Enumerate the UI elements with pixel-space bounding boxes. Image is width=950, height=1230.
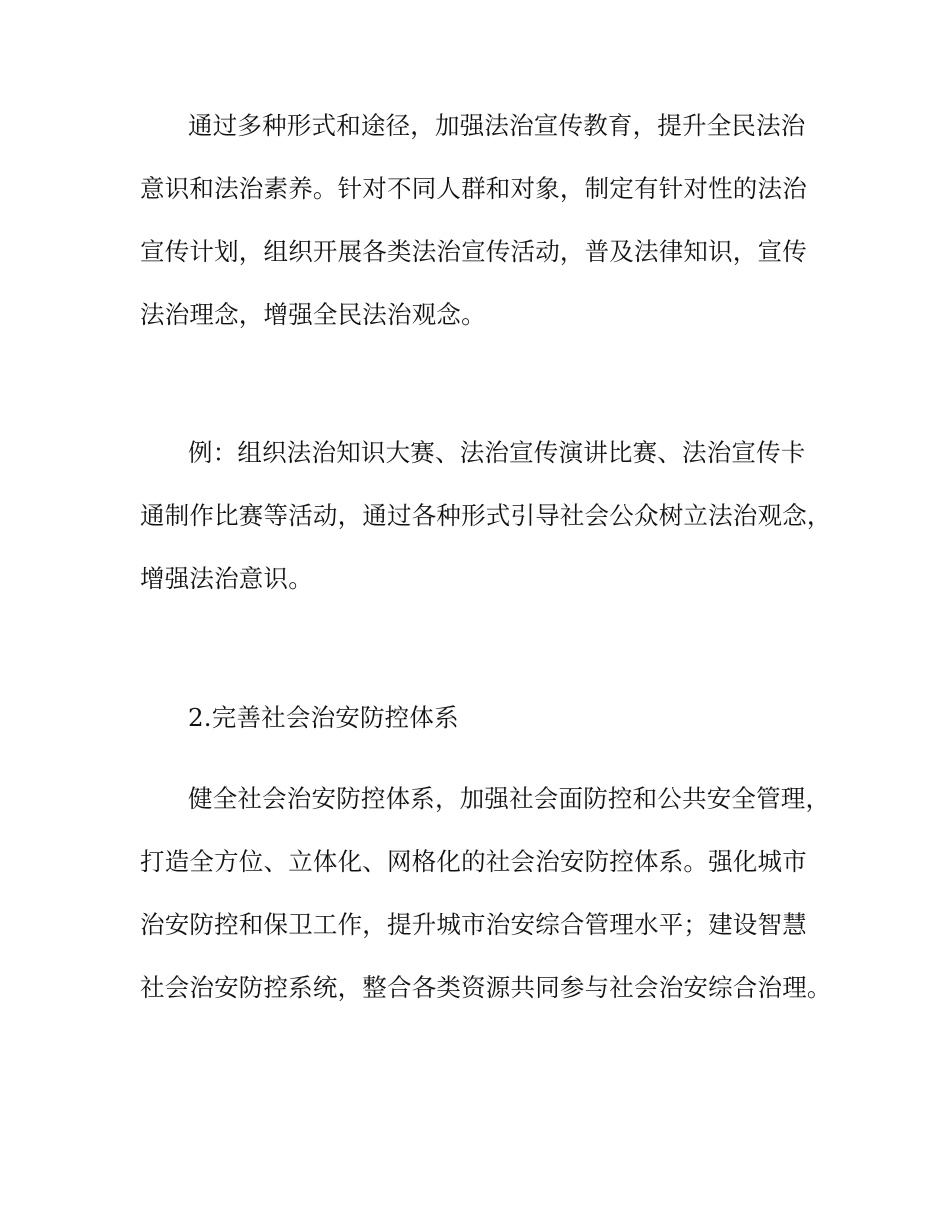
paragraph-3-line-1: 健全社会治安防控体系，加强社会面防控和公共安全管理， <box>188 784 831 813</box>
paragraph-2-line-3: 增强法治意识。 <box>140 564 313 593</box>
paragraph-3-line-3: 治安防控和保卫工作，提升城市治安综合管理水平；建设智慧 <box>140 910 807 939</box>
paragraph-1-line-4: 法治理念，增强全民法治观念。 <box>140 300 486 329</box>
paragraph-3-line-2: 打造全方位、立体化、网格化的社会治安防控体系。强化城市 <box>140 847 807 876</box>
paragraph-2-line-1: 例：组织法治知识大赛、法治宣传演讲比赛、法治宣传卡 <box>188 438 806 467</box>
paragraph-1-line-2: 意识和法治素养。针对不同人群和对象，制定有针对性的法治 <box>140 174 807 203</box>
paragraph-2-line-2: 通制作比赛等活动，通过各种形式引导社会公众树立法治观念， <box>140 501 832 530</box>
section-heading: 2.完善社会治安防控体系 <box>188 703 459 732</box>
paragraph-3-line-4: 社会治安防控系统，整合各类资源共同参与社会治安综合治理。 <box>140 973 832 1002</box>
paragraph-1-line-1: 通过多种形式和途径，加强法治宣传教育，提升全民法治 <box>188 111 806 140</box>
paragraph-1-line-3: 宣传计划，组织开展各类法治宣传活动，普及法律知识，宣传 <box>140 237 807 266</box>
